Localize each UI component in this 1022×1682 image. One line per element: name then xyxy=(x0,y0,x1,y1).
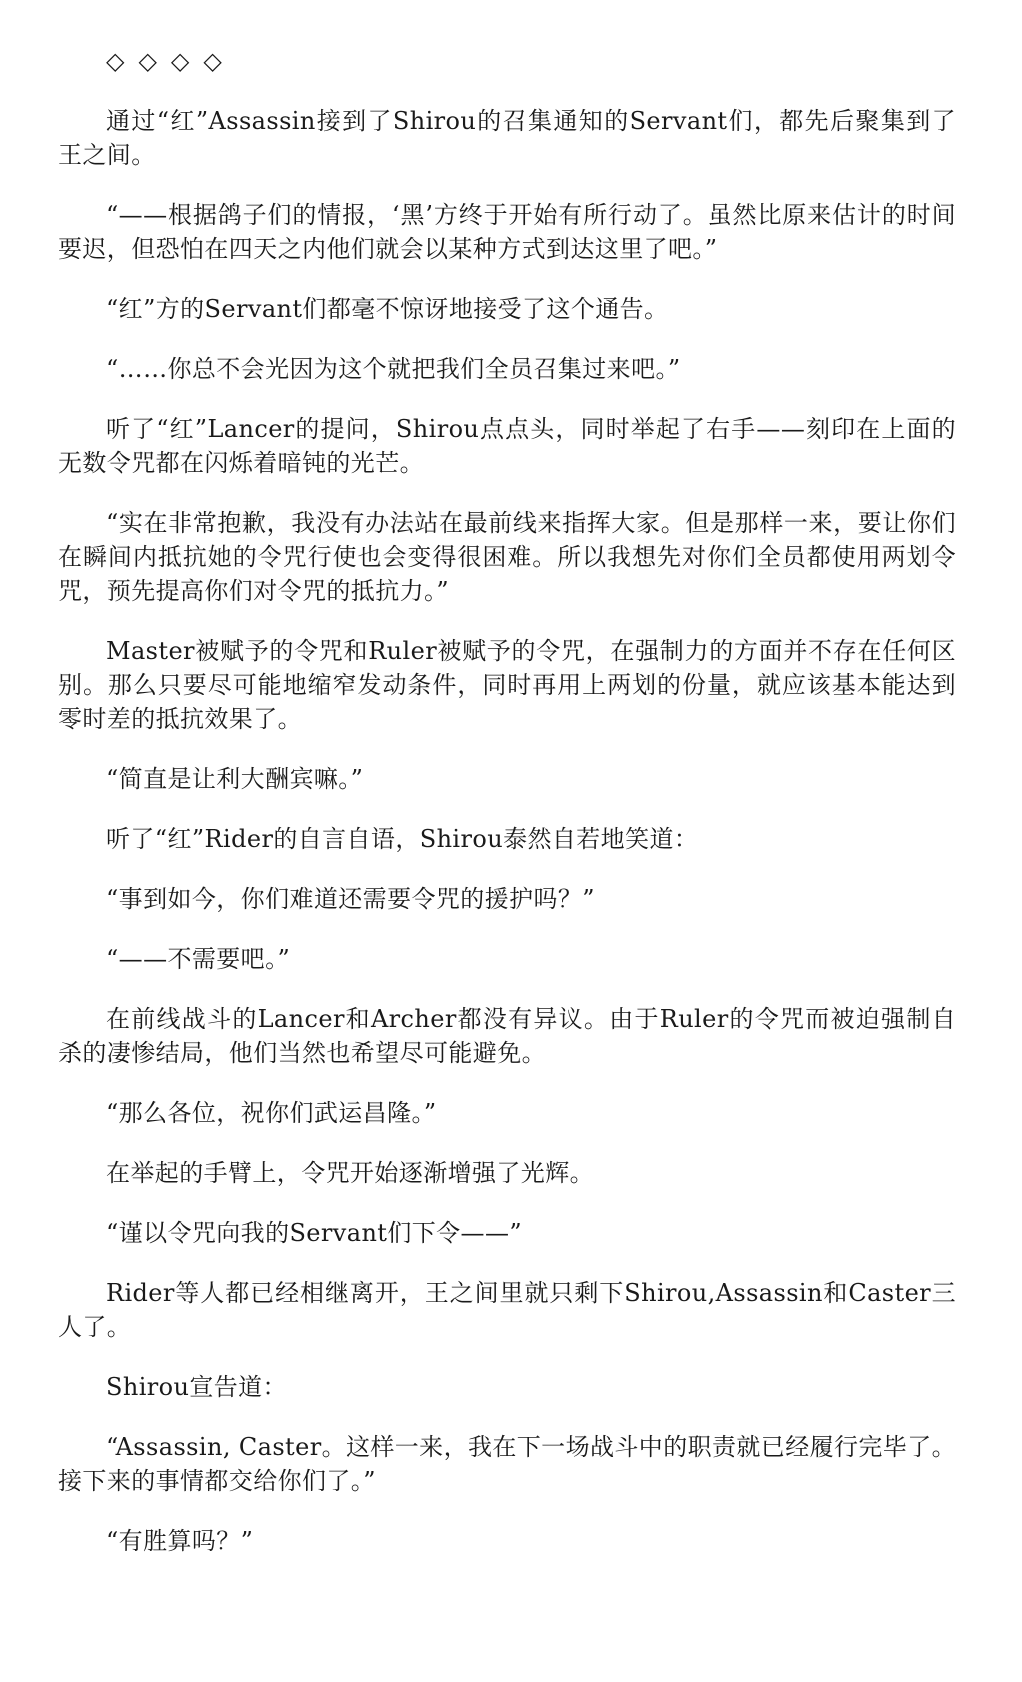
paragraph-16: Rider等人都已经相继离开，王之间里就只剩下Shirou,Assassin和Caster三人了。 xyxy=(58,1279,956,1341)
paragraph-19: “有胜算吗？” xyxy=(106,1527,254,1555)
paragraph-18: “Assassin, Caster。这样一来，我在下一场战斗中的职责就已经履行完毕了。接下来的事情都交给你们了。” xyxy=(58,1433,956,1495)
paragraph-1: 通过“红”Assassin接到了Shirou的召集通知的Servant们，都先后聚集到了王之间。 xyxy=(58,107,956,169)
paragraph-15: “谨以令咒向我的Servant们下令——” xyxy=(106,1219,523,1247)
paragraph-5: 听了“红”Lancer的提问，Shirou点点头，同时举起了右手——刻印在上面的无数令咒都在闪烁着暗钝的光芒。 xyxy=(58,415,956,477)
paragraph-10: “事到如今，你们难道还需要令咒的援护吗？” xyxy=(106,885,595,913)
paragraph-6: “实在非常抱歉，我没有办法站在最前线来指挥大家。但是那样一来，要让你们在瞬间内抵抗她的令咒行使也会变得很困难。所以我想先对你们全员都使用两划令咒，预先提高你们对令咒的抵抗力。” xyxy=(58,509,956,605)
paragraph-8: “简直是让利大酬宾嘛。” xyxy=(106,765,364,793)
paragraph-11: “——不需要吧。” xyxy=(106,945,291,973)
paragraph-17: Shirou宣告道： xyxy=(106,1373,287,1401)
paragraph-14: 在举起的手臂上，令咒开始逐渐增强了光辉。 xyxy=(106,1159,594,1187)
section-divider: ◇◇◇◇ xyxy=(106,47,236,75)
paragraph-13: “那么各位，祝你们武运昌隆。” xyxy=(106,1099,437,1127)
paragraph-7: Master被赋予的令咒和Ruler被赋予的令咒，在强制力的方面并不存在任何区别。那么只要尽可能地缩窄发动条件，同时再用上两划的份量，就应该基本能达到零时差的抵抗效果了。 xyxy=(58,637,956,733)
paragraph-4: “……你总不会光因为这个就把我们全员召集过来吧。” xyxy=(106,355,681,383)
paragraph-2: “——根据鸽子们的情报，‘黑’方终于开始有所行动了。虽然比原来估计的时间要迟，但恐怕在四天之内他们就会以某种方式到达这里了吧。” xyxy=(58,201,956,263)
paragraph-12: 在前线战斗的Lancer和Archer都没有异议。由于Ruler的令咒而被迫强制自杀的凄惨结局，他们当然也希望尽可能避免。 xyxy=(58,1005,956,1067)
paragraph-9: 听了“红”Rider的自言自语，Shirou泰然自若地笑道： xyxy=(106,825,699,853)
paragraph-3: “红”方的Servant们都毫不惊讶地接受了这个通告。 xyxy=(106,295,669,323)
